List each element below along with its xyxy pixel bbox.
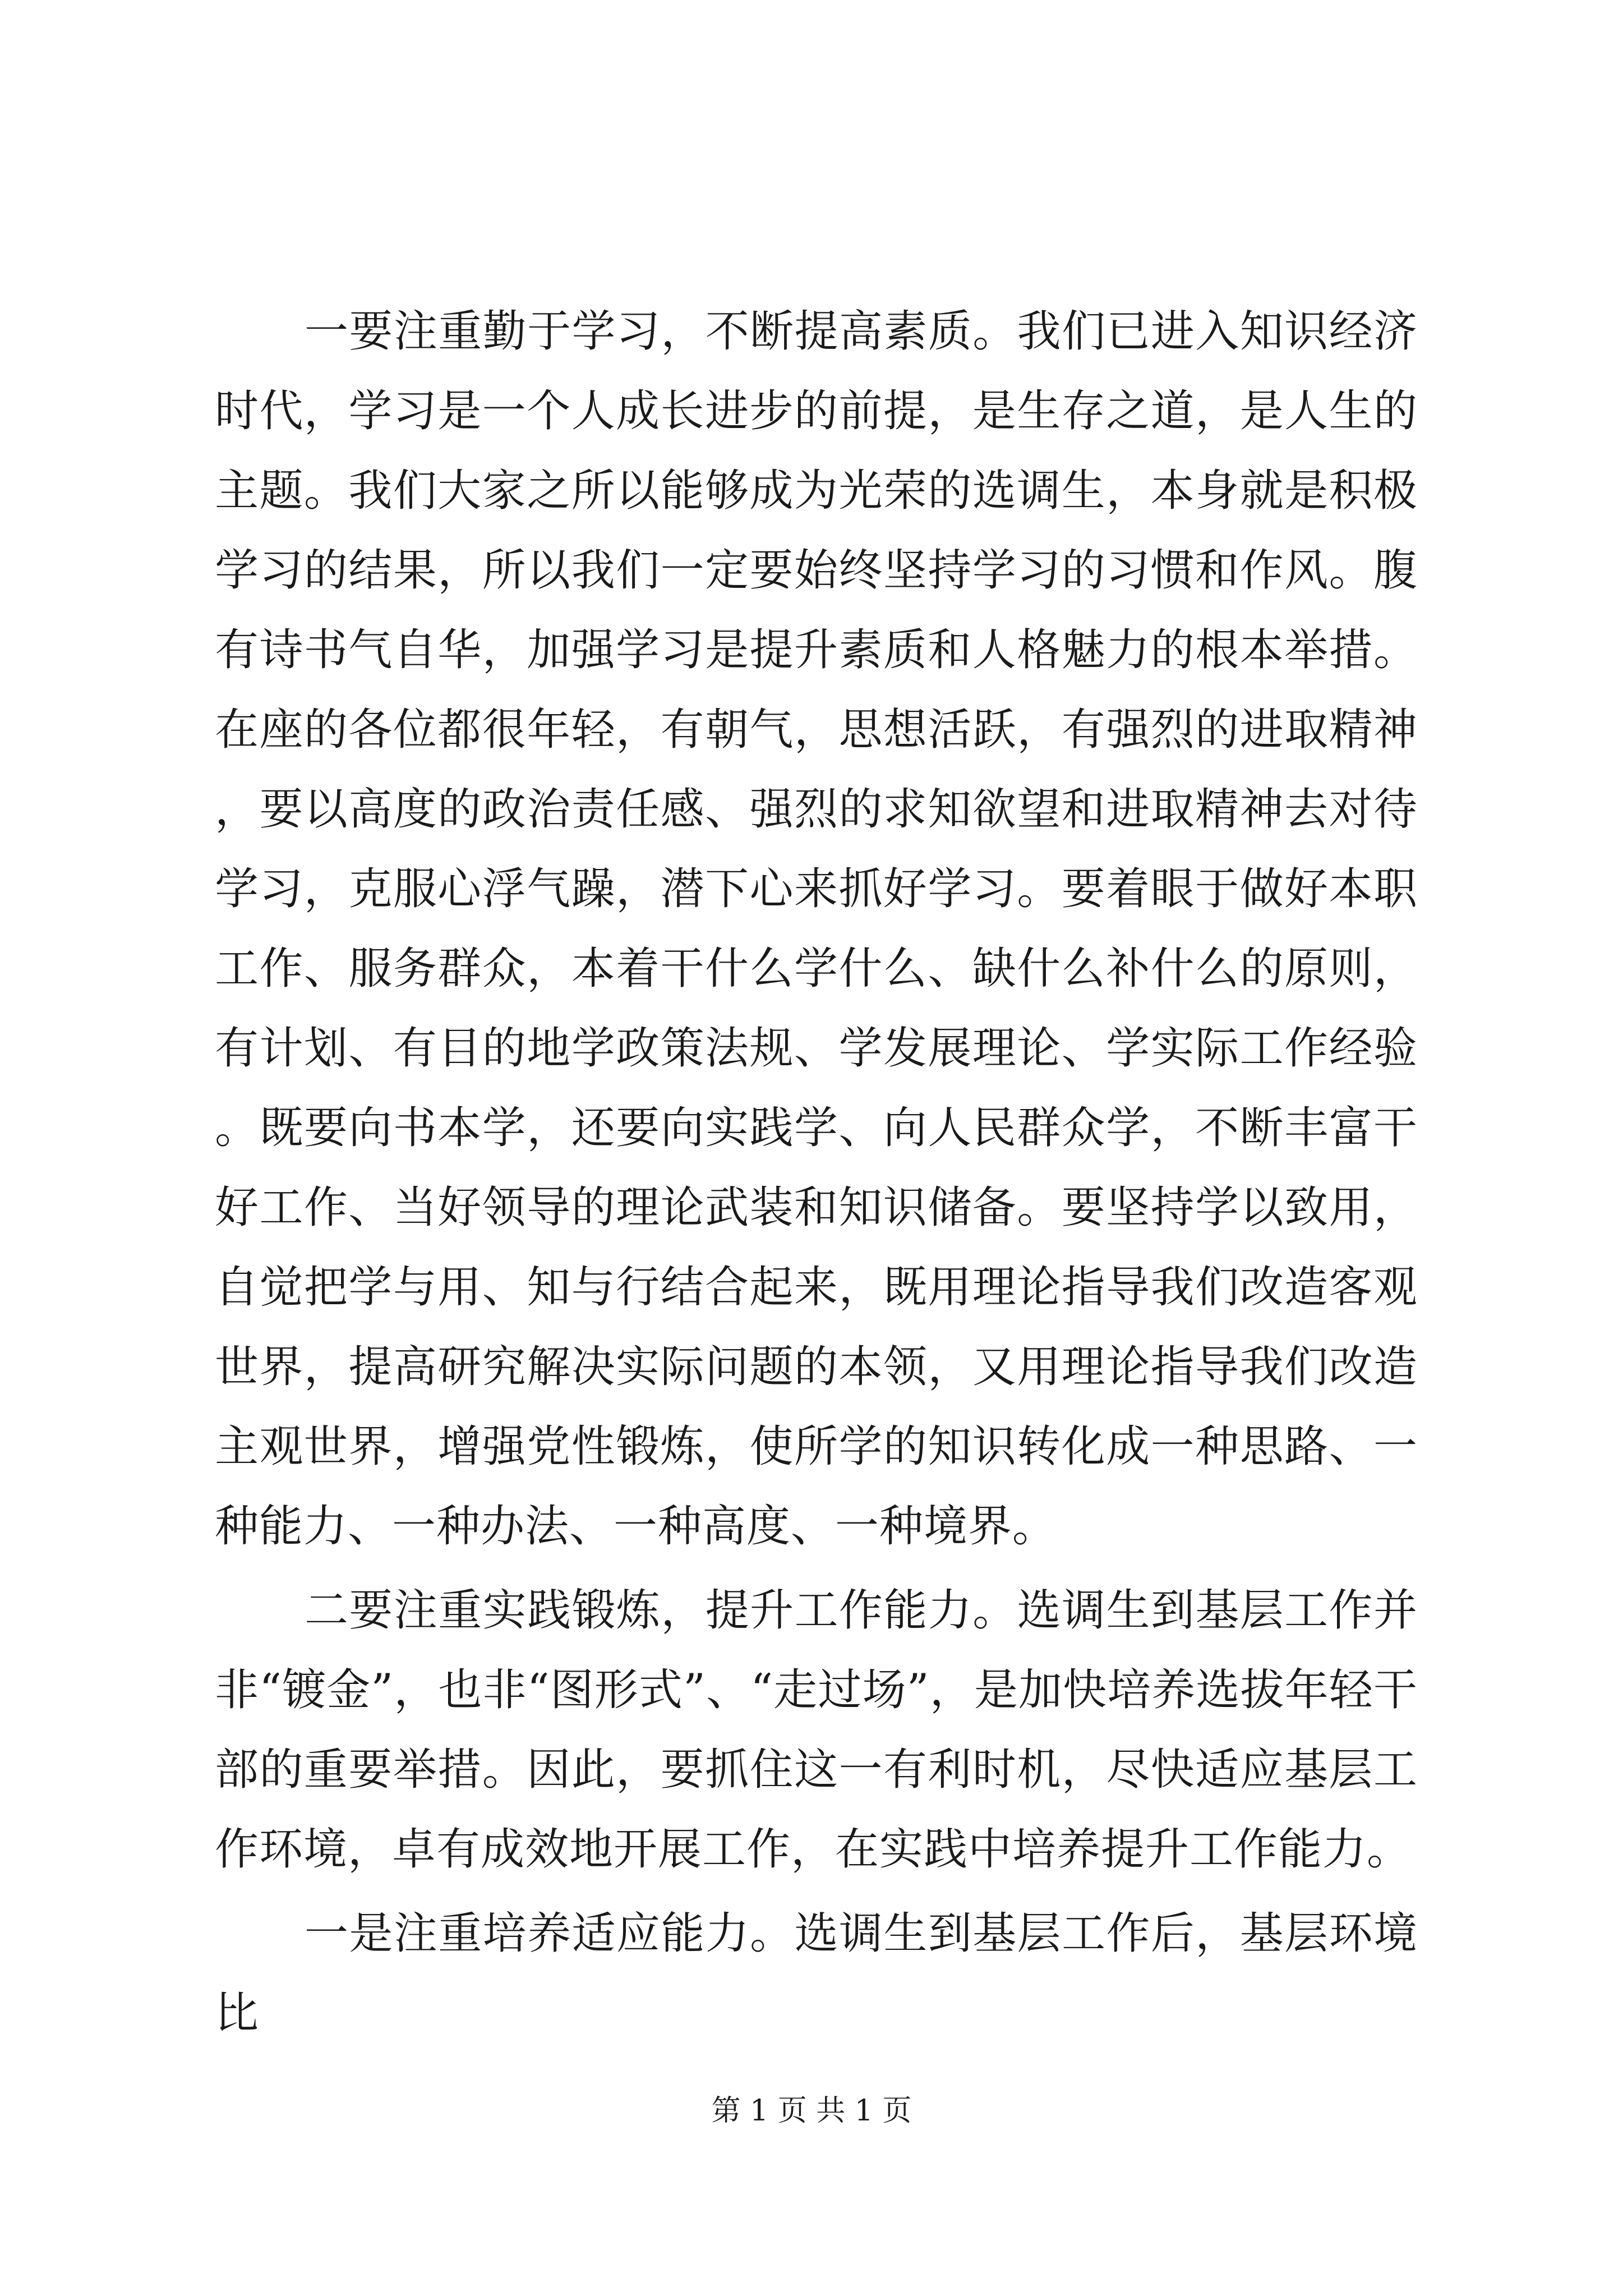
paragraph-study: 一要注重勤于学习，不断提高素质。我们已进入知识经济时代，学习是一个人成长进步的前提，是生存之道，是人生的主题。我们大家之所以能够成为光荣的选调生，本身就是积极学习的结果，所以我们一定要始终坚持学习的习惯和作风。腹有诗书气自华，加强学习是提升素质和人格魅力的根本举措。在座的各位都很年轻，有朝气，思想活跃，有强烈的进取精神，要以高度的政治责任感、强烈的求知欲望和进取精神去对待学习，克服心浮气躁，潜下心来抓好学习。要着眼于做好本职工作、服务群众，本着干什么学什么、缺什么补什么的原则，有计划、有目的地学政策法规、学发展理论、学实际工作经验。既要向书本学，还要向实践学、向人民群众学，不断丰富干好工作、当好领导的理论武装和知识储备。要坚持学以致用，自觉把学与用、知与行结合起来，既用理论指导我们改造客观世界，提高研究解决实际问题的本领，又用理论指导我们改造主观世界，增强党性锻炼，使所学的知识转化成一种思路、一种能力、一种办法、一种高度、一种境界。 [215,306,1418,1552]
paragraph-adaptability: 一是注重培养适应能力。选调生到基层工作后，基层环境比 [215,1908,1418,2039]
paragraph-practice: 二要注重实践锻炼，提升工作能力。选调生到基层工作并非“镀金”，也非“图形式”、“走过场”，是加快培养选拔年轻干部的重要举措。因此，要抓住这一有利时机，尽快适应基层工作环境，卓有成效地开展工作，在实践中培养提升工作能力。 [215,1585,1418,1875]
document-body [215,292,1418,2042]
page-footer: 第 1 页 共 1 页 [711,2094,912,2128]
